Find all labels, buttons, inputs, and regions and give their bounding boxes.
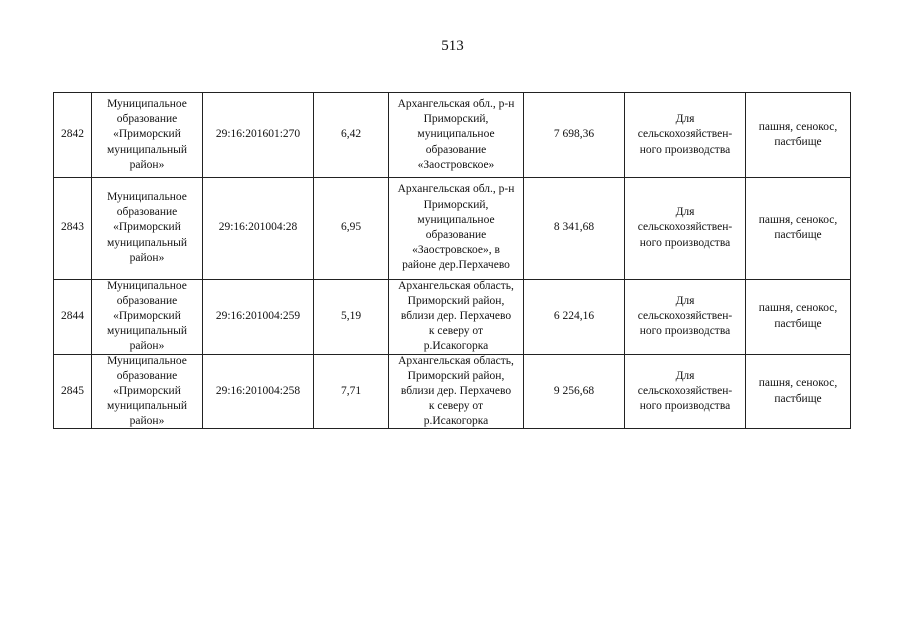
cell-text-line: район»: [129, 415, 165, 428]
cell-land-type: [746, 279, 850, 354]
cell-text-line: пастбище: [774, 136, 822, 148]
cell-cadastral-value: [524, 354, 625, 429]
cell-text-line: Архангельская область,: [398, 354, 514, 367]
table-row: [54, 279, 850, 355]
cell-text-line: пашня, сенокос,: [758, 213, 838, 226]
cell-cadastral-number: [203, 354, 314, 429]
cell-text-line: 7 698,36: [553, 128, 595, 141]
cell-text-line: Муниципальное: [107, 190, 187, 203]
cell-text-line: сельскохозяйствен-: [637, 221, 733, 234]
table-row: [54, 93, 850, 178]
cell-text-line: к северу от: [428, 400, 484, 413]
cell-text-line: 2845: [61, 384, 84, 397]
cell-cadastral-value: [524, 279, 625, 354]
cell-text-line: Приморский,: [423, 113, 489, 126]
cell-text-line: 29:16:201004:259: [215, 309, 301, 322]
cell-text-line: 5,19: [340, 309, 362, 322]
cell-text-line: ного производства: [639, 236, 731, 249]
cell-text-line: Приморский,: [423, 198, 489, 211]
cell-text-line: сельскохозяйствен-: [637, 384, 733, 397]
cell-text-line: вблизи дер. Перхачево: [400, 384, 512, 397]
cell-text-line: район»: [129, 251, 165, 264]
cell-owner: [92, 279, 203, 354]
cell-text-line: Для: [675, 113, 695, 126]
cell-text-line: Муниципальное: [107, 279, 187, 292]
cell-text-line: образование: [116, 206, 178, 219]
land-parcels-table: [53, 92, 851, 429]
cell-location: [389, 93, 524, 177]
table-row: [54, 177, 850, 280]
cell-permitted-use: [625, 93, 746, 177]
cell-text-line: Для: [675, 294, 695, 307]
cell-text-line: сельскохозяйствен-: [637, 128, 733, 141]
cell-land-type: [746, 93, 850, 177]
cell-owner: [92, 354, 203, 429]
cell-text-line: ного производства: [639, 325, 731, 338]
cell-row-number: [54, 279, 92, 354]
cell-text-line: муниципальный: [106, 400, 188, 413]
cell-land-type: [746, 177, 850, 279]
cell-text-line: Приморский район,: [407, 369, 505, 382]
cell-text-line: Архангельская обл., р-н: [397, 183, 515, 196]
cell-location: [389, 177, 524, 279]
cell-text-line: пашня, сенокос,: [758, 302, 838, 315]
cell-permitted-use: [625, 279, 746, 354]
cell-text-line: р.Исакогорка: [423, 340, 489, 353]
table-row: [54, 354, 850, 429]
cell-cadastral-value: [524, 93, 625, 177]
cell-row-number: [54, 177, 92, 279]
cell-text-line: к северу от: [428, 325, 484, 338]
cell-text-line: район»: [129, 158, 165, 171]
cell-cadastral-number: [203, 93, 314, 177]
cell-text-line: пастбище: [774, 392, 822, 405]
cell-text-line: Для: [675, 369, 695, 382]
cell-text-line: Муниципальное: [107, 97, 187, 110]
cell-area: [314, 93, 389, 177]
cell-text-line: Архангельская область,: [398, 279, 514, 292]
cell-permitted-use: [625, 177, 746, 279]
cell-area: [314, 177, 389, 279]
cell-text-line: 2843: [61, 221, 84, 234]
cell-text-line: ного производства: [639, 143, 731, 156]
cell-text-line: муниципальный: [106, 143, 188, 156]
cell-text-line: 29:16:201004:28: [218, 221, 298, 234]
cell-text-line: образование: [425, 143, 487, 156]
cell-cadastral-number: [203, 177, 314, 279]
cell-permitted-use: [625, 354, 746, 429]
cell-cadastral-number: [203, 279, 314, 354]
cell-text-line: 7,71: [340, 384, 362, 397]
cell-text-line: 29:16:201601:270: [215, 128, 301, 141]
cell-text-line: муниципальный: [106, 236, 188, 249]
cell-text-line: «Приморский: [113, 309, 181, 322]
cell-text-line: «Заостровское», в: [412, 244, 500, 257]
cell-text-line: 8 341,68: [553, 221, 595, 234]
cell-location: [389, 279, 524, 354]
cell-text-line: «Заостровское»: [417, 158, 495, 171]
cell-text-line: муниципальное: [417, 213, 495, 226]
cell-text-line: 29:16:201004:258: [215, 384, 301, 397]
cell-text-line: пастбище: [774, 317, 822, 330]
cell-text-line: пашня, сенокос,: [758, 120, 838, 133]
cell-text-line: 9 256,68: [553, 384, 595, 397]
cell-text-line: районе дер.Перхачево: [402, 259, 510, 272]
cell-text-line: образование: [425, 229, 487, 241]
cell-text-line: вблизи дер. Перхачево: [400, 309, 512, 322]
cell-text-line: Муниципальное: [107, 354, 187, 367]
cell-text-line: образование: [116, 294, 178, 307]
cell-row-number: [54, 354, 92, 429]
cell-text-line: Архангельская обл., р-н: [397, 97, 515, 110]
cell-text-line: пашня, сенокос,: [758, 377, 838, 390]
cell-text-line: пастбище: [774, 229, 822, 241]
cell-text-line: «Приморский: [113, 128, 181, 141]
cell-text-line: ного производства: [639, 400, 731, 413]
cell-text-line: муниципальное: [417, 128, 495, 141]
cell-text-line: 6,95: [340, 221, 362, 234]
cell-text-line: сельскохозяйствен-: [637, 309, 733, 322]
cell-text-line: «Приморский: [113, 221, 181, 234]
page-number: 513: [441, 38, 464, 54]
cell-text-line: 2844: [61, 309, 84, 322]
cell-text-line: 6 224,16: [553, 309, 595, 322]
cell-text-line: муниципальный: [106, 325, 188, 338]
cell-owner: [92, 177, 203, 279]
cell-text-line: 2842: [61, 128, 84, 141]
cell-area: [314, 354, 389, 429]
cell-cadastral-value: [524, 177, 625, 279]
cell-text-line: р.Исакогорка: [423, 415, 489, 428]
cell-location: [389, 354, 524, 429]
cell-text-line: район»: [129, 340, 165, 353]
cell-text-line: Приморский район,: [407, 294, 505, 307]
cell-text-line: образование: [116, 369, 178, 382]
cell-text-line: 6,42: [340, 128, 362, 141]
cell-text-line: Для: [675, 206, 695, 219]
cell-row-number: [54, 93, 92, 177]
cell-owner: [92, 93, 203, 177]
cell-land-type: [746, 354, 850, 429]
cell-text-line: образование: [116, 113, 178, 126]
cell-text-line: «Приморский: [113, 384, 181, 397]
cell-area: [314, 279, 389, 354]
